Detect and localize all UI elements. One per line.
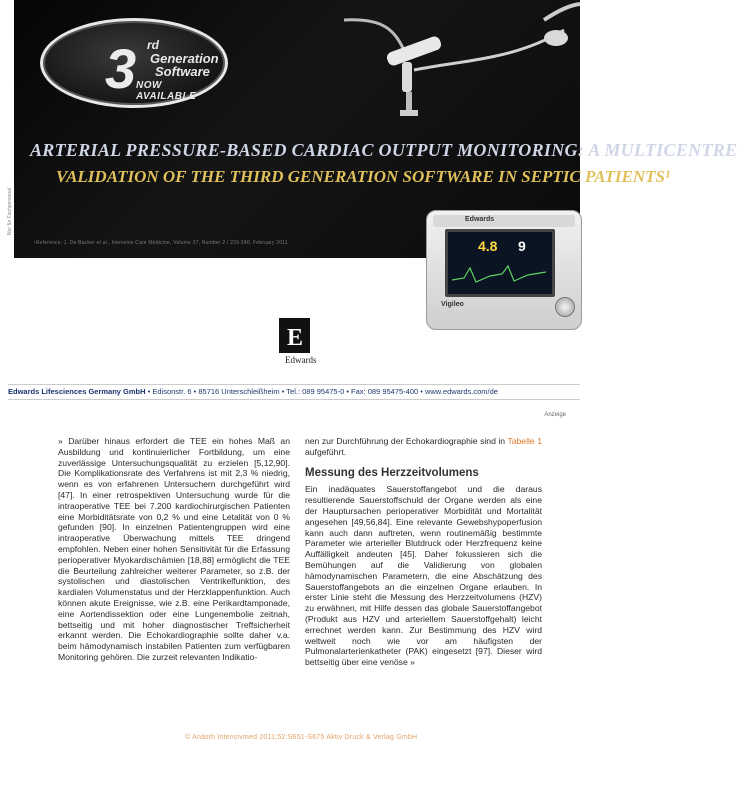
badge-line-software: Software	[155, 64, 210, 79]
article-left-column	[58, 436, 290, 663]
badge-superscript: rd	[147, 38, 159, 52]
table-reference-link[interactable]: Tabelle 1	[507, 436, 542, 446]
monitor-knob	[555, 297, 575, 317]
left-column-text: » Darüber hinaus erfordert die TEE ein hohes Maß an Ausbildung und kontinuierlicher Fortbildung, um eine zuverlässige Untersuchungsqualität zu erzielen [5,12,90]. Die Komplikationsrate des Verfahrens ist mit 2,3 % niedrig, wenn es von erfahrenen Untersuchern durchgeführt wird [47]. In einer retrospektiven Untersuchung wurde für die intraoperative TEE bei 7.200 kardiochirurgischen Patienten eine Morbiditätsrate von 0,2 % und eine Letalität von 0 % gefunden [90]. In einzelnen Patientengruppen wird eine intraoperative Überwachung mittels TEE dringend empfohlen. Neben einer hohen Sensitivität für die Erfassung perioperativer Myokardischämien [18,88] ermöglicht die TEE die Beurteilung zahlreicher weiterer Parameter, so z.B. der systolischen und diastolischen Ventrikelfunktion, des kardialen Volumenstatus und der Herzklappenfunktion. Auch können akute Ereignisse, wie z.B. eine Perikardtamponade, eine Aortendissektion oder eine Lungenembolie zeitnah, bettseitig und mit hoher diagnostischer Treffsicherheit erkannt werden. Die Echokardiographie sollte daher v.a. beim hämodynamisch instabilen Patienten zum verfügbaren Monitoring gehören. Die zurzeit relevanten Indikatio-	[58, 436, 290, 662]
badge-number: 3	[105, 37, 137, 100]
monitor-top-bar	[433, 215, 575, 227]
vigileo-monitor-image	[426, 210, 582, 330]
article-right-column	[305, 436, 542, 668]
badge-line-now-available: NOW AVAILABLE	[136, 80, 197, 102]
ad-contact-footer	[8, 384, 580, 400]
svg-text:E: E	[287, 325, 304, 351]
right-column-intro	[305, 436, 542, 458]
anzeige-label: Anzeige	[544, 412, 566, 418]
edwards-logo-icon	[279, 318, 310, 353]
edwards-logo-text: Edwards	[285, 355, 317, 365]
monitor-screen	[445, 229, 555, 297]
section-heading: Messung des Herzzeitvolumens	[305, 466, 479, 479]
ad-headline	[30, 140, 737, 187]
ad-footer-company: Edwards Lifesciences Germany GmbH	[8, 387, 146, 396]
badge-line-generation: Generation	[150, 51, 219, 66]
side-vertical-text	[5, 10, 13, 240]
intro-text-end: aufgeführt.	[305, 446, 347, 457]
right-column-text: Ein inadäquates Sauerstoffangebot und die daraus resultierende Sauerstoffschuld der Organe werden als eine der Hauptursachen perioperativer Morbidität und Mortalität angesehen [49,56,84]. Eine relevante Gewebshypoperfusion kann auch dann auftreten, wenn routinemäßig bestimmte Parameter wie arterieller Blutdruck oder Herzfrequenz keine Auffälligkeit andeuten [45]. Daher fokussieren sich die Bemühungen auf die Validierung von globalen hämodynamischen Parametern, die eine Abschätzung des Sauerstoffangebots an die einzelnen Organe erlauben. In erster Linie steht die Messung des Herzzeitvolumens (HZV) zu erwähnen, mit Hilfe dessen das globale Sauerstoffangebot (Produkt aus HZV und arteriellem Sauerstoffgehalt) leicht errechnet werden kann. Zur Bestimmung des HZV wird weltweit noch wie vor am häufigsten der Pulmonalarterienkatheter (PAK) eingesetzt [97]. Dieser wird bettseitig über eine venöse »	[305, 484, 542, 668]
ad-footer-address: • Edisonstr. 6 • 85716 Unterschleißheim • Tel.: 089 95475-0 • Fax: 089 95475-400 • www.edwards.com/de	[147, 387, 498, 396]
headline-line-2: VALIDATION OF THE THIRD GENERATION SOFTWARE IN SEPTIC PATIENTS¹	[56, 167, 671, 186]
monitor-brand: Vigileo	[441, 301, 464, 308]
monitor-value-secondary: 9	[518, 238, 526, 254]
monitor-waveform	[452, 262, 546, 288]
monitor-value-primary: 4.8	[478, 238, 498, 254]
monitor-logo: Edwards	[465, 216, 495, 223]
side-text-label: Nur für Fachpersonal	[7, 188, 13, 235]
headline-line-1: ARTERIAL PRESSURE-BASED CARDIAC OUTPUT MONITORING: A MULTICENTRE	[30, 140, 737, 160]
ad-citation: ¹Reference: J. De Backer et al., Intensive Care Medicine, Volume 37, Number 2 / 233-240, February 2011	[34, 240, 288, 246]
third-generation-badge	[40, 18, 228, 108]
advertisement	[0, 0, 737, 396]
page-footer: © Anästh Intensivmed 2011;52:S651-S675 Aktiv Druck & Verlag GmbH	[185, 734, 418, 741]
intro-text: nen zur Durchführung der Echokardiographie sind in	[305, 436, 508, 446]
sensor-cable-illustration	[344, 0, 580, 130]
